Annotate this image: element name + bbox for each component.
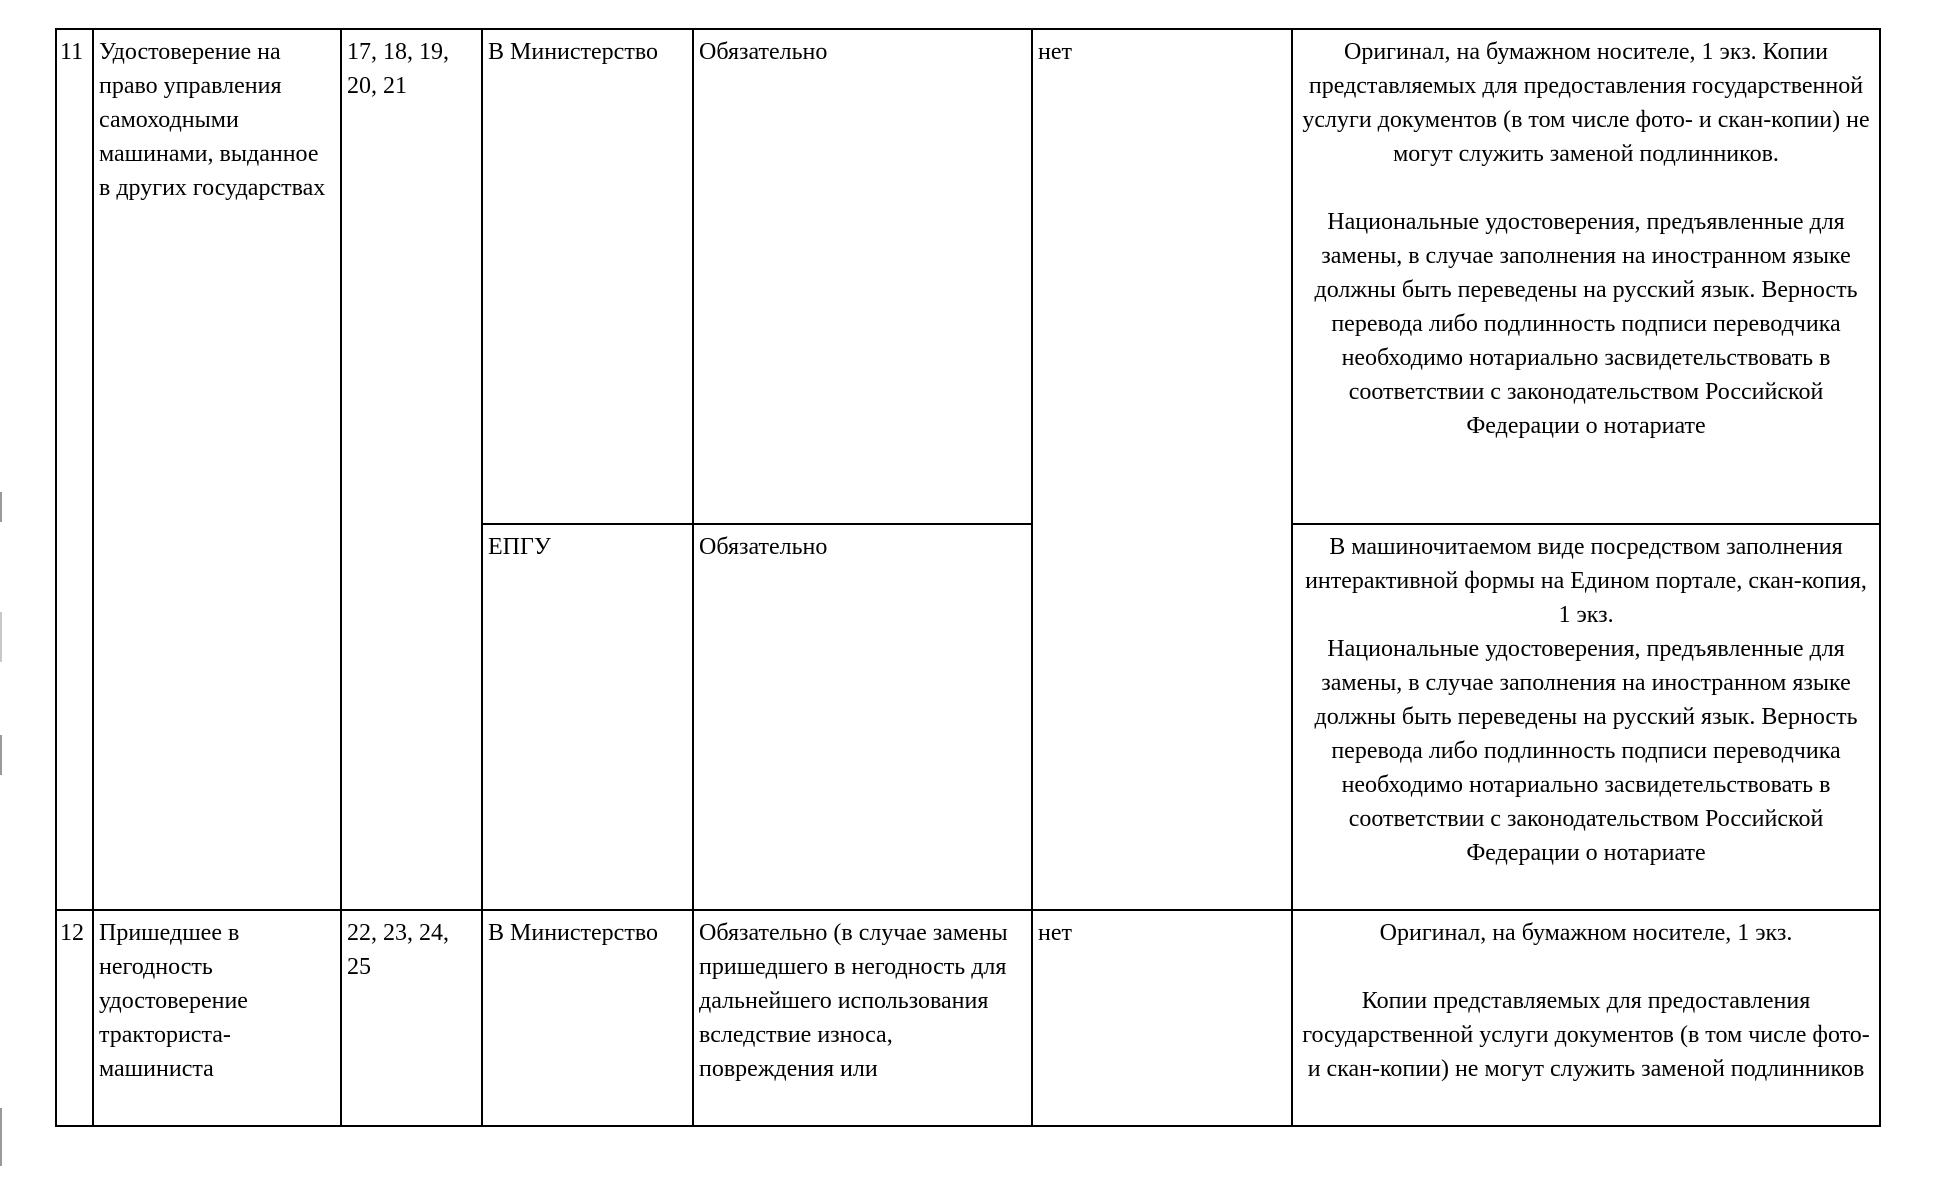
form-description-cell: [1292, 29, 1880, 524]
submission-channel-cell: В Министерство: [482, 910, 693, 1126]
form-paragraph: Оригинал, на бумажном носителе, 1 экз.: [1379, 920, 1793, 946]
document-name-cell: Пришедшее в негодность удостоверение тракториста-машиниста: [93, 910, 341, 1126]
scan-artifact-mark: [0, 1108, 2, 1166]
clauses-cell: 22, 23, 24, 25: [341, 910, 482, 1126]
form-paragraph: В машиночитаемом виде посредством заполнения интерактивной формы на Едином портале, скан-копия, 1 экз.: [1305, 534, 1867, 628]
table-row: [56, 910, 1880, 1126]
clauses-cell: 17, 18, 19, 20, 21: [341, 29, 482, 910]
flag-cell: нет: [1032, 910, 1292, 1126]
scan-artifact-mark: [0, 492, 2, 522]
table-row: [56, 29, 1880, 524]
requirement-cell: Обязательно (в случае замены пришедшего в негодность для дальнейшего использования вследствие износа, повреждения или: [693, 910, 1032, 1126]
form-paragraph: Оригинал, на бумажном носителе, 1 экз. Копии представляемых для предоставления государственной услуги документов (в том числе фото- и скан-копии) не могут служить заменой подлинников.: [1302, 39, 1870, 167]
flag-cell: нет: [1032, 29, 1292, 910]
form-description-cell: [1292, 524, 1880, 910]
form-description-cell: [1292, 910, 1880, 1126]
requirement-cell: Обязательно: [693, 29, 1032, 524]
requirement-cell: Обязательно: [693, 524, 1032, 910]
row-number-cell: 12: [56, 910, 93, 1126]
form-paragraph: Национальные удостоверения, предъявленные для замены, в случае заполнения на иностранном языке должны быть переведены на русский язык. Верность перевода либо подлинность подписи переводчика необходимо нотариально засвидетельствовать в соответствии с законодательством Российской Федерации о нотариате: [1314, 636, 1858, 866]
row-number-cell: 11: [56, 29, 93, 910]
form-paragraph: Копии представляемых для предоставления государственной услуги документов (в том числе фото- и скан-копии) не могут служить заменой подлинников: [1302, 988, 1870, 1082]
form-paragraph: Национальные удостоверения, предъявленные для замены, в случае заполнения на иностранном языке должны быть переведены на русский язык. Верность перевода либо подлинность подписи переводчика необходимо нотариально засвидетельствовать в соответствии с законодательством Российской Федерации о нотариате: [1314, 209, 1858, 439]
submission-channel-cell: В Министерство: [482, 29, 693, 524]
scan-artifact-mark: [0, 735, 2, 775]
scan-artifact-mark: [0, 612, 2, 662]
documents-table: [55, 28, 1881, 1127]
document-name-cell: Удостоверение на право управления самоходными машинами, выданное в других государствах: [93, 29, 341, 910]
submission-channel-cell: ЕПГУ: [482, 524, 693, 910]
